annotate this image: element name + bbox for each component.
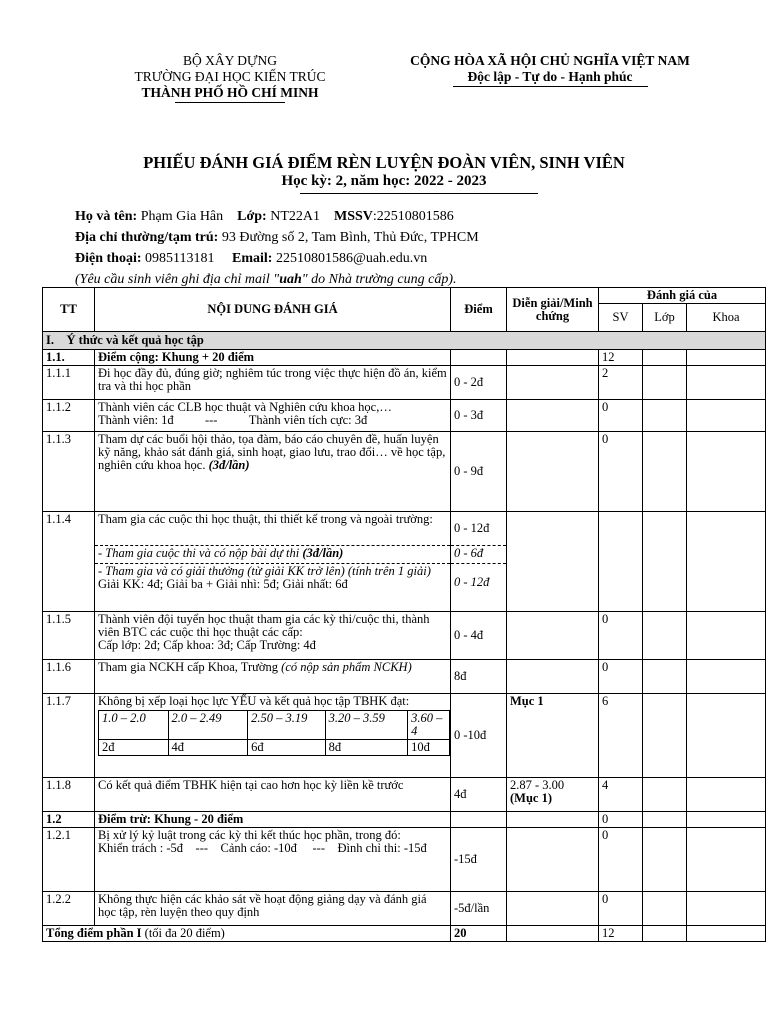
sv-score: 4 bbox=[599, 778, 643, 812]
student-id: :22510801586 bbox=[372, 209, 454, 224]
header-score: Điểm bbox=[451, 288, 507, 332]
student-email: 22510801586@uah.edu.vn bbox=[275, 251, 428, 266]
total-sv-score: 12 bbox=[599, 926, 643, 942]
student-phone: 0985113181 bbox=[145, 251, 215, 266]
mssv-label: MSSV bbox=[333, 209, 373, 224]
header-content: NỘI DUNG ĐÁNH GIÁ bbox=[95, 288, 451, 332]
subtitle-underline bbox=[300, 193, 538, 194]
sv-score: 0 bbox=[599, 612, 643, 660]
evaluation-table bbox=[42, 287, 766, 942]
semester-line: Học kỳ: 2, năm học: 2022 - 2023 bbox=[281, 173, 487, 189]
national-header bbox=[375, 53, 725, 87]
class-label: Lớp: bbox=[237, 209, 267, 224]
country-name: CỘNG HÒA XÃ HỘI CHỦ NGHĨA VIỆT NAM bbox=[410, 53, 690, 68]
header-eval-by: Đánh giá của bbox=[599, 288, 766, 304]
student-class: NT22A1 bbox=[270, 209, 320, 224]
table-row: 1.1.5 Thành viên đội tuyển học thuật tham gia các kỳ thi/cuộc thi, thành viên BTC các cuộc thi học thuật các cấp: Cấp lớp: 2đ; Cấp khoa: 3đ; Cấp Trường: 4đ 0 - 4đ 0 bbox=[43, 612, 766, 660]
section-number: I. bbox=[46, 333, 54, 347]
table-header-row bbox=[43, 288, 766, 304]
email-label: Email: bbox=[231, 251, 273, 266]
address-label: Địa chỉ thường/tạm trú: bbox=[75, 230, 219, 245]
info-line-3 bbox=[75, 248, 735, 269]
table-row: 1.1.8 Có kết quả điểm TBHK hiện tại cao hơn học kỳ liền kề trước 4đ 2.87 - 3.00 (Mục 1) 4 bbox=[43, 778, 766, 812]
student-name: Phạm Gia Hân bbox=[140, 209, 224, 224]
sv-score: 12 bbox=[599, 350, 643, 366]
phone-label: Điện thoại: bbox=[75, 251, 142, 266]
sv-score: 0 bbox=[599, 892, 643, 926]
sv-score: 6 bbox=[599, 694, 643, 778]
total-max-score: 20 bbox=[451, 926, 507, 942]
table-row: 1.2.1 Bị xử lý kỷ luật trong các kỳ thi kết thúc học phần, trong đó: Khiển trách : -5đ --- Cảnh cáo: -10đ --- Đình chỉ thi: -15đ -15đ 0 bbox=[43, 828, 766, 892]
table-row: 1.1.6 Tham gia NCKH cấp Khoa, Trường (có nộp sản phẩm NCKH) 8đ 0 bbox=[43, 660, 766, 694]
table-row: 1.1.3 Tham dự các buổi hội thảo, tọa đàm, báo cáo chuyên đề, huấn luyện kỹ năng, khảo sát đánh giá, sinh hoạt, giao lưu, trao đổi… về học tập, nghiên cứu khoa học. (3đ/lần) 0 - 9đ 0 bbox=[43, 432, 766, 512]
sv-score: 0 bbox=[599, 432, 643, 512]
sv-score: 0 bbox=[599, 812, 643, 828]
header-khoa: Khoa bbox=[687, 304, 766, 332]
table-row: 1.1.1 Đi học đầy đủ, đúng giờ; nghiêm túc trong việc thực hiện đồ án, kiểm tra và thi học phần 0 - 2đ 2 bbox=[43, 366, 766, 400]
table-row: 1.1.2 Thành viên các CLB học thuật và Nghiên cứu khoa học,… Thành viên: 1đ --- Thành viên tích cực: 3đ 0 - 3đ 0 bbox=[43, 400, 766, 432]
sv-score: 0 bbox=[599, 828, 643, 892]
name-label: Họ và tên: bbox=[75, 209, 138, 224]
student-info bbox=[75, 206, 735, 290]
header-underline bbox=[175, 102, 285, 103]
motto-underline bbox=[453, 86, 648, 87]
document-title: PHIẾU ĐÁNH GIÁ ĐIỂM RÈN LUYỆN ĐOÀN VIÊN, SINH VIÊN bbox=[143, 153, 625, 172]
table-row: 1.2.2 Không thực hiện các khảo sát về hoạt động giảng dạy và đánh giá học tập, rèn luyện theo quy định -5đ/lần 0 bbox=[43, 892, 766, 926]
header-tt: TT bbox=[43, 288, 95, 332]
email-note: (Yêu cầu sinh viên ghi địa chỉ mail "uah" do Nhà trường cung cấp). bbox=[75, 272, 457, 287]
university-name: TRƯỜNG ĐẠI HỌC KIẾN TRÚC bbox=[134, 69, 326, 84]
table-row: 1.2 Điểm trừ: Khung - 20 điểm 0 bbox=[43, 812, 766, 828]
section-row bbox=[43, 332, 766, 350]
sv-score: 2 bbox=[599, 366, 643, 400]
org-header bbox=[120, 53, 340, 103]
info-line-1 bbox=[75, 206, 735, 227]
student-address: 93 Đường số 2, Tam Bình, Thủ Đức, TPHCM bbox=[221, 230, 479, 245]
total-row: Tổng điểm phần I (tối đa 20 điểm) 20 12 bbox=[43, 926, 766, 942]
ministry-name: BỘ XÂY DỰNG bbox=[183, 53, 277, 68]
national-motto: Độc lập - Tự do - Hạnh phúc bbox=[467, 69, 633, 84]
sv-score: 0 bbox=[599, 660, 643, 694]
city-name: THÀNH PHỐ HỒ CHÍ MINH bbox=[141, 85, 319, 100]
info-line-2 bbox=[75, 227, 735, 248]
header-sv: SV bbox=[599, 304, 643, 332]
sv-score: 0 bbox=[599, 400, 643, 432]
section-title: Ý thức và kết quả học tập bbox=[66, 333, 204, 347]
table-row: 1.1.4 Tham gia các cuộc thi học thuật, thi thiết kế trong và ngoài trường: - Tham gia cuộc thi và có nộp bài dự thi (3đ/lần) - Tham gia và có giải thưởng (từ giải KK trở lên) (tính trên 1 giải) Giải KK: 4đ; Giải ba + Giải nhì: 5đ; Giải nhất: 6đ 0 - 12đ 0 - 6đ 0 - 12đ bbox=[43, 512, 766, 612]
gpa-scale-table: 1.0 – 2.0 2.0 – 2.49 2.50 – 3.19 3.20 – 3.59 3.60 – 4 2đ 4đ 6đ 8đ 10đ bbox=[98, 710, 450, 756]
header-evidence: Diễn giải/Minh chứng bbox=[507, 288, 599, 332]
table-row: 1.1.7 Không bị xếp loại học lực YẾU và kết quả học tập TBHK đạt: 1.0 – 2.0 2.0 – 2.49 2.50 – 3.19 3.20 – 3.59 3.60 – 4 2đ 4đ 6đ 8đ 10đ 0 -10đ Mục 1 6 bbox=[43, 694, 766, 778]
table-row: 1.1. Điểm cộng: Khung + 20 điểm 12 bbox=[43, 350, 766, 366]
header-lop: Lớp bbox=[643, 304, 687, 332]
